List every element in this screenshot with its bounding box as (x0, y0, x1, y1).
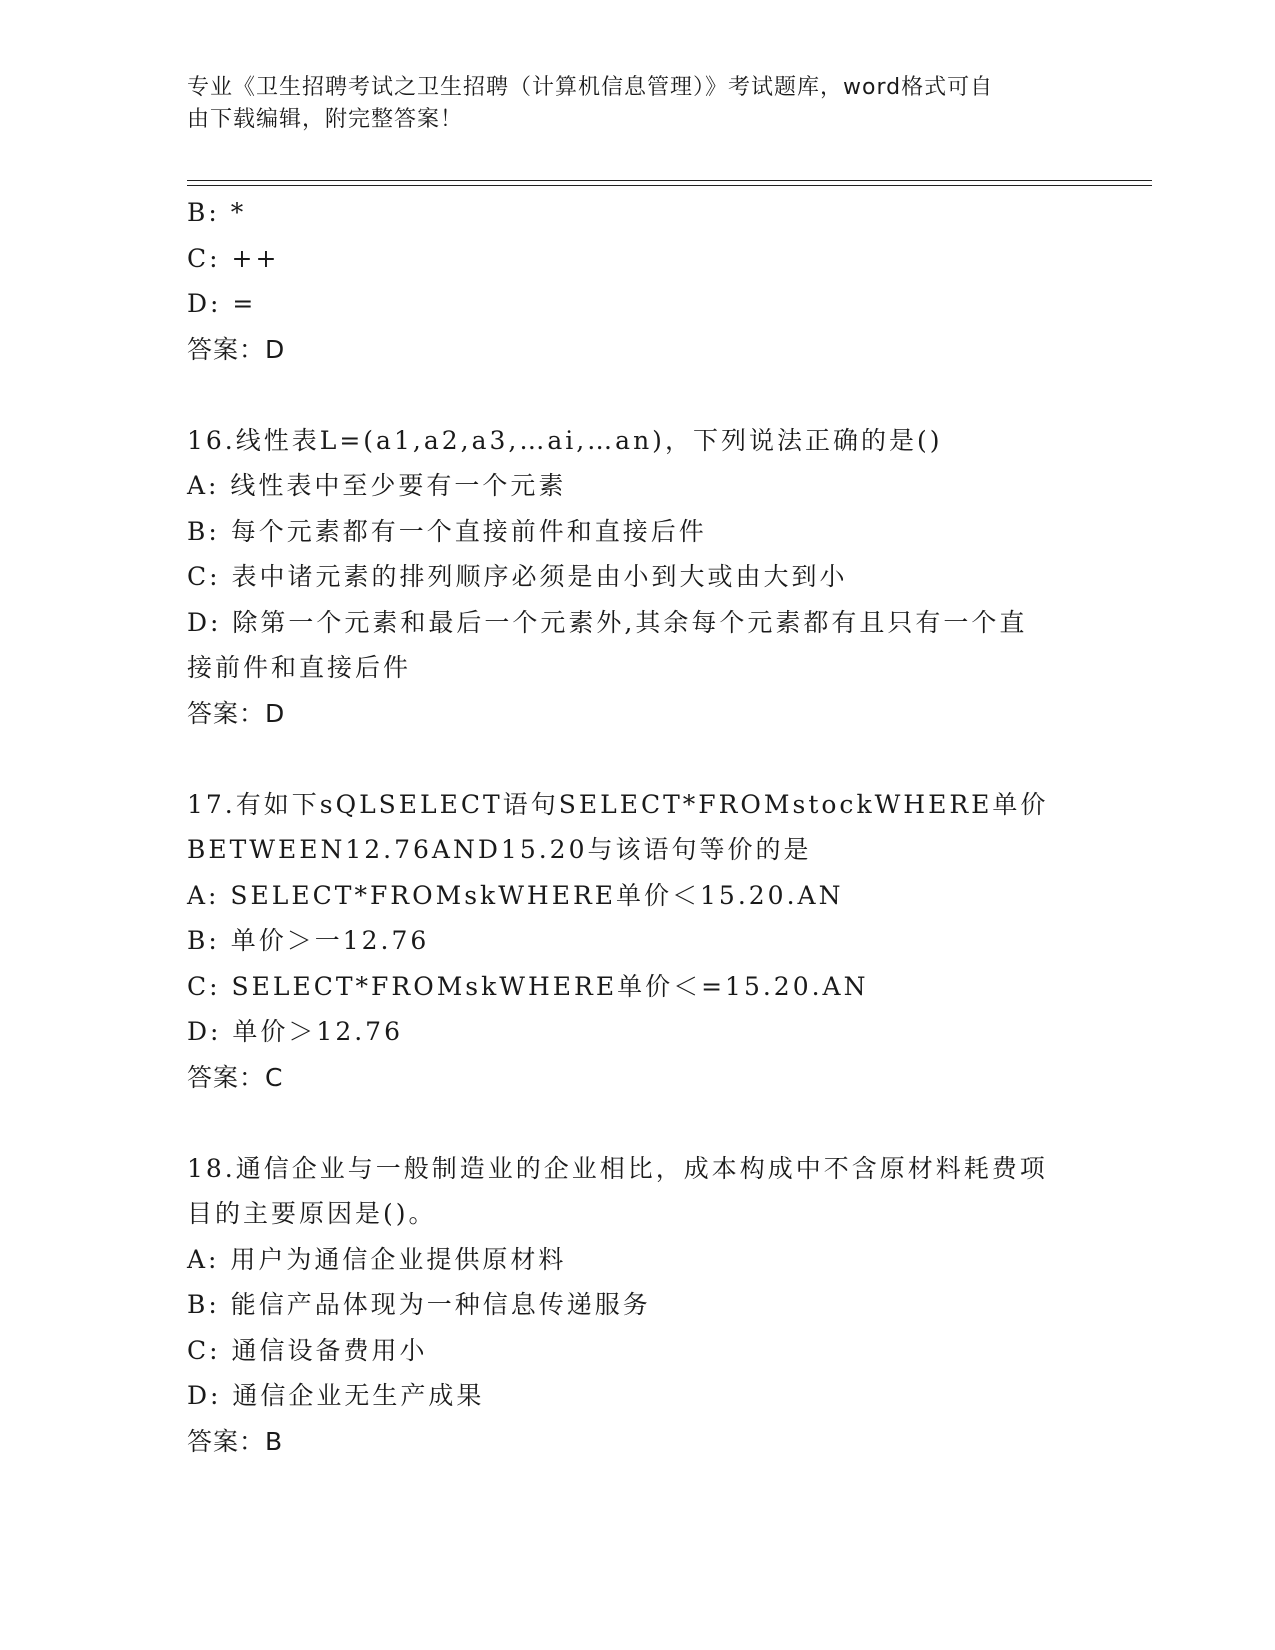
spacer (187, 1100, 1087, 1146)
answer-line: 答案：B (187, 1426, 284, 1456)
option-d: D: 单价＞12.76 (187, 1017, 403, 1046)
option-d: D: = (187, 289, 257, 318)
option-a: A: SELECT*FROMskWHERE单价＜15.20.AN (187, 880, 844, 910)
answer-line: 答案：C (187, 1062, 284, 1092)
option-c: C: 通信设备费用小 (187, 1335, 428, 1365)
header-line-1: 专业《卫生招聘考试之卫生招聘（计算机信息管理）》考试题库，word格式可自 (187, 75, 994, 100)
question-18 (187, 1146, 1087, 1465)
option-c: C: SELECT*FROMskWHERE单价＜=15.20.AN (187, 971, 869, 1001)
answer-line: 答案：D (187, 334, 286, 364)
spacer (187, 736, 1087, 782)
option-b: B: 单价＞一12.76 (187, 926, 430, 955)
question-stem-continued: BETWEEN12.76AND15.20与该语句等价的是 (187, 835, 812, 864)
option-a: A: 线性表中至少要有一个元素 (187, 471, 567, 500)
question-17 (187, 782, 1087, 1101)
option-b: B: * (187, 198, 247, 227)
answer-line: 答案：D (187, 698, 286, 728)
header-divider-bottom (187, 185, 1152, 186)
option-c: C: 表中诸元素的排列顺序必须是由小到大或由大到小 (187, 562, 848, 591)
prev-question (187, 190, 1087, 372)
question-stem: 16.线性表L=(a1,a2,a3,…ai,…an)，下列说法正确的是() (187, 425, 943, 455)
question-stem: 18.通信企业与一般制造业的企业相比，成本构成中不含原材料耗费项 (187, 1153, 1048, 1183)
option-a: A: 用户为通信企业提供原材料 (187, 1244, 567, 1274)
option-d: D: 通信企业无生产成果 (187, 1381, 485, 1410)
option-c: C: ++ (187, 243, 280, 273)
header-line-2: 由下载编辑，附完整答案！ (187, 107, 464, 132)
page-header (187, 72, 1067, 136)
option-b: B: 每个元素都有一个直接前件和直接后件 (187, 516, 707, 546)
header-divider-top (187, 180, 1152, 181)
spacer (187, 372, 1087, 418)
option-d: D: 除第一个元素和最后一个元素外,其余每个元素都有且只有一个直 (187, 607, 1028, 637)
question-stem-continued: 目的主要原因是()。 (187, 1199, 437, 1228)
question-content (187, 190, 1087, 1464)
question-stem: 17.有如下sQLSELECT语句SELECT*FROMstockWHERE单价 (187, 789, 1049, 819)
option-b: B: 能信产品体现为一种信息传递服务 (187, 1290, 651, 1319)
option-d-continued: 接前件和直接后件 (187, 653, 412, 682)
question-16 (187, 418, 1087, 737)
